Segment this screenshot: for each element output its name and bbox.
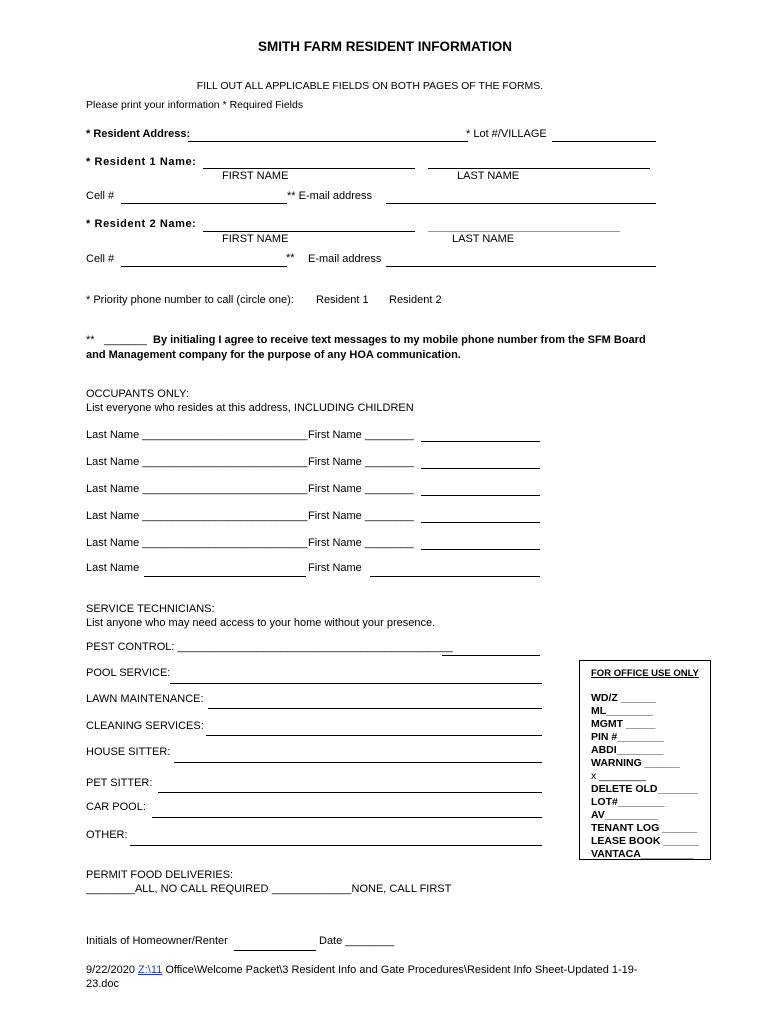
pest-control-field[interactable] <box>442 641 538 655</box>
resident2-email-label: E-mail address <box>308 253 382 265</box>
office-use-heading: FOR OFFICE USE ONLY <box>591 668 699 679</box>
resident-address-label: * Resident Address: <box>86 128 191 140</box>
office-item-tenant-log: TENANT LOG ______ <box>591 822 698 834</box>
office-item-abdi: ABDI________ <box>591 744 664 756</box>
initials-line <box>234 950 316 951</box>
consent-text-line2: and Management company for the purpose of any HOA communication. <box>86 349 461 361</box>
office-use-box <box>579 660 711 860</box>
pool-service-field[interactable] <box>170 666 540 680</box>
occupants-heading: OCCUPANTS ONLY: <box>86 388 189 400</box>
print-note: Please print your information * Required Fields <box>86 99 304 111</box>
resident2-email-field[interactable] <box>386 252 654 266</box>
resident1-first-name-field[interactable] <box>203 155 413 169</box>
office-item-lot: LOT#________ <box>591 796 665 808</box>
pool-service-label: POOL SERVICE: <box>86 667 171 679</box>
office-item-vantaca: VANTACA_________ <box>591 848 694 860</box>
occupant-last-line <box>144 576 306 577</box>
consent-text-line1: By initialing I agree to receive text messages to my mobile phone number from the SFM Board <box>153 334 646 346</box>
priority-option-resident1[interactable]: Resident 1 <box>316 294 369 306</box>
occupant-first-line <box>370 576 540 577</box>
occupant-last-name[interactable]: Last Name ___________________________ <box>86 510 308 522</box>
other-line <box>130 845 542 846</box>
other-label: OTHER: <box>86 829 128 841</box>
resident2-last-line <box>428 231 620 232</box>
cleaning-services-label: CLEANING SERVICES: <box>86 720 204 732</box>
occupant-first-name[interactable]: First Name ________ <box>308 510 414 522</box>
pool-service-line <box>170 683 542 684</box>
occupant-line <box>421 441 540 442</box>
resident1-cell-label: Cell # <box>86 190 115 202</box>
lawn-maintenance-label: LAWN MAINTENANCE: <box>86 693 204 705</box>
occupant-last-name-field[interactable] <box>144 562 304 576</box>
occupant-last-name[interactable]: Last Name ___________________________ <box>86 537 308 549</box>
occupant-first-name[interactable]: First Name ________ <box>308 537 414 549</box>
resident1-first-line <box>203 168 415 169</box>
resident2-first-caption: FIRST NAME <box>222 233 289 245</box>
footer-path-line2: 23.doc <box>86 978 120 990</box>
resident2-last-name-field[interactable] <box>428 217 618 231</box>
car-pool-line <box>152 817 542 818</box>
occupant-first-name-field[interactable] <box>370 562 538 576</box>
footer-path-line1 <box>86 965 638 976</box>
lot-village-field[interactable] <box>552 128 656 142</box>
pest-control-line <box>442 655 540 656</box>
car-pool-label: CAR POOL: <box>86 801 146 813</box>
page-title: SMITH FARM RESIDENT INFORMATION <box>258 39 512 54</box>
resident2-first-name-field[interactable] <box>203 217 413 231</box>
office-item-wdz: WD/Z ______ <box>591 692 656 704</box>
resident-address-field[interactable] <box>188 128 466 142</box>
occupant-last-name: Last Name <box>86 562 140 574</box>
resident1-email-label: ** E-mail address <box>287 190 372 202</box>
lot-village-line <box>552 141 656 142</box>
resident2-last-caption: LAST NAME <box>452 233 515 245</box>
resident2-first-line <box>203 231 415 232</box>
resident1-cell-line <box>121 203 287 204</box>
cleaning-services-field[interactable] <box>206 720 540 734</box>
other-field[interactable] <box>130 829 540 843</box>
office-item-warning: WARNING ______ <box>591 757 680 769</box>
resident1-first-caption: FIRST NAME <box>222 170 289 182</box>
footer-file-path: Office\Welcome Packet\3 Resident Info and Gate Procedures\Resident Info Sheet-Updated 1-19- <box>165 964 638 976</box>
cleaning-services-line <box>206 735 542 736</box>
pest-control-label: PEST CONTROL: _____________________________________________ <box>86 641 453 653</box>
occupant-last-name[interactable]: Last Name ___________________________ <box>86 429 308 441</box>
house-sitter-label: HOUSE SITTER: <box>86 746 171 758</box>
lawn-maintenance-line <box>208 708 542 709</box>
lot-village-label: * Lot #/VILLAGE <box>466 128 547 140</box>
instructions: FILL OUT ALL APPLICABLE FIELDS ON BOTH PAGES OF THE FORMS. <box>196 80 544 92</box>
resident1-email-line <box>386 203 656 204</box>
initials-field[interactable] <box>234 935 314 949</box>
date-label[interactable]: Date ________ <box>319 935 395 947</box>
office-item-lease-book: LEASE BOOK ______ <box>591 835 699 847</box>
resident2-cell-line <box>121 266 287 267</box>
resident1-name-label: * Resident 1 Name: <box>86 156 197 168</box>
resident2-cell-label: Cell # <box>86 253 115 265</box>
office-item-ml: ML________ <box>591 705 653 717</box>
occupant-first-name[interactable]: First Name ________ <box>308 429 414 441</box>
consent-marker: ** <box>86 334 95 346</box>
office-item-x: x ________ <box>591 770 646 782</box>
permit-option-none[interactable]: _____________NONE, CALL FIRST <box>272 883 452 895</box>
office-item-mgmt: MGMT _____ <box>591 718 656 730</box>
footer-date: 9/22/2020 <box>86 964 135 976</box>
occupant-line <box>421 549 540 550</box>
resident1-last-caption: LAST NAME <box>457 170 520 182</box>
occupant-line <box>421 522 540 523</box>
service-subheading: List anyone who may need access to your home without your presence. <box>86 617 436 629</box>
resident-address-line <box>188 141 468 142</box>
occupant-first-name[interactable]: First Name ________ <box>308 456 414 468</box>
resident2-cell-field[interactable] <box>121 252 285 266</box>
car-pool-field[interactable] <box>152 801 540 815</box>
priority-label: * Priority phone number to call (circle one): <box>86 294 294 306</box>
resident1-email-field[interactable] <box>386 189 654 203</box>
occupant-last-name[interactable]: Last Name ___________________________ <box>86 483 308 495</box>
office-item-delete-old: DELETE OLD_______ <box>591 783 699 795</box>
office-item-av: AV_________ <box>591 809 658 821</box>
resident2-email-line <box>386 266 656 267</box>
office-item-pin: PIN #________ <box>591 731 664 743</box>
occupant-line <box>421 495 540 496</box>
occupant-first-name[interactable]: First Name ________ <box>308 483 414 495</box>
occupant-first-name: First Name <box>308 562 362 574</box>
occupant-last-name[interactable]: Last Name ___________________________ <box>86 456 308 468</box>
resident2-name-label: * Resident 2 Name: <box>86 218 197 230</box>
permit-option-all[interactable]: ________ALL, NO CALL REQUIRED <box>86 883 269 895</box>
house-sitter-line <box>174 762 542 763</box>
resident1-cell-field[interactable] <box>121 189 285 203</box>
resident1-last-line <box>428 168 650 169</box>
pet-sitter-field[interactable] <box>158 777 540 791</box>
resident2-cell-marker: ** <box>286 252 295 264</box>
priority-option-resident2[interactable]: Resident 2 <box>389 294 442 306</box>
pet-sitter-label: PET SITTER: <box>86 777 153 789</box>
occupants-subheading: List everyone who resides at this address, INCLUDING CHILDREN <box>86 402 414 414</box>
initials-label: Initials of Homeowner/Renter <box>86 935 228 947</box>
permit-heading: PERMIT FOOD DELIVERIES: <box>86 869 234 881</box>
lawn-maintenance-field[interactable] <box>208 693 540 707</box>
house-sitter-field[interactable] <box>174 746 540 760</box>
pet-sitter-line <box>158 792 542 793</box>
resident1-last-name-field[interactable] <box>428 155 648 169</box>
service-heading: SERVICE TECHNICIANS: <box>86 603 215 615</box>
occupant-line <box>421 468 540 469</box>
footer-drive-link[interactable]: Z:\11 <box>138 964 163 976</box>
consent-initial-field[interactable]: _______ <box>104 334 147 346</box>
